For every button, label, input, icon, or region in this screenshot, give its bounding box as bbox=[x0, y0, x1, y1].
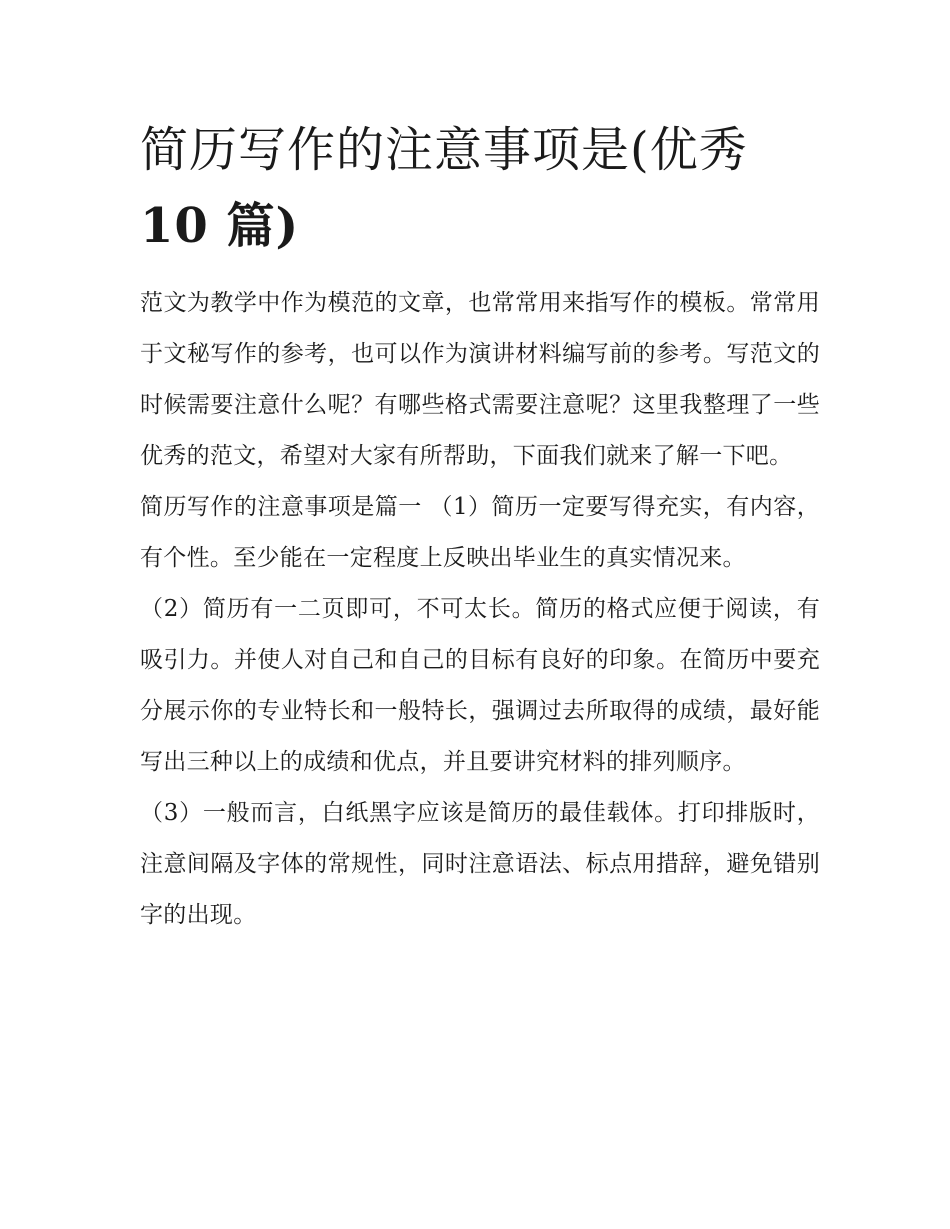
title-suffix: 篇) bbox=[208, 198, 300, 254]
title-number: 10 bbox=[140, 198, 209, 254]
document-body bbox=[140, 278, 820, 941]
point-2-paragraph: （2）简历有一二页即可，不可太长。简历的格式应便于阅读，有吸引力。并使人对自己和自己的目标有良好的印象。在简历中要充分展示你的专业特长和一般特长，强调过去所取得的成绩，最好能写出三种以上的成绩和优点，并且要讲究材料的排列顺序。 bbox=[140, 596, 820, 775]
title-text: 简历写作的注意事项是(优秀 bbox=[140, 122, 748, 178]
point-1-paragraph: 简历写作的注意事项是篇一 （1）简历一定要写得充实，有内容，有个性。至少能在一定程度上反映出毕业生的真实情况来。 bbox=[140, 494, 820, 571]
intro-paragraph: 范文为教学中作为模范的文章，也常常用来指写作的模板。常常用于文秘写作的参考，也可以作为演讲材料编写前的参考。写范文的时候需要注意什么呢？有哪些格式需要注意呢？这里我整理了一些优秀的范文，希望对大家有所帮助，下面我们就来了解一下吧。 bbox=[140, 290, 820, 469]
document-page bbox=[140, 112, 820, 941]
point-3-paragraph: （3）一般而言，白纸黑字应该是简历的最佳载体。打印排版时，注意间隔及字体的常规性，同时注意语法、标点用措辞，避免错别字的出现。 bbox=[140, 800, 820, 928]
document-title bbox=[140, 112, 820, 264]
